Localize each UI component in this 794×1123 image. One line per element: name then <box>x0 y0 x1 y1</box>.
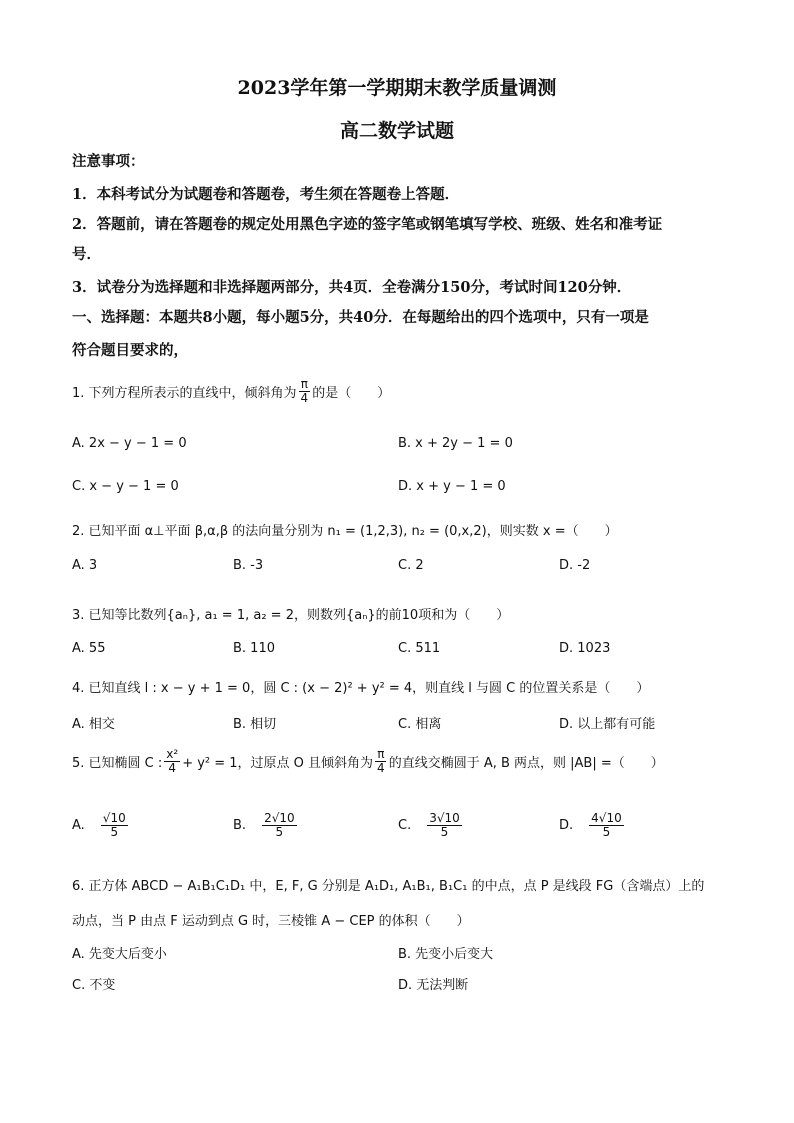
q4-option-b: B. 相切 <box>233 717 277 732</box>
q4-option-d: D. 以上都有可能 <box>559 717 656 732</box>
q5-ellipse-den: 4 <box>168 761 177 776</box>
q5-option-d-num: 4√10 <box>591 811 622 825</box>
q5-ellipse-num: x² <box>166 747 179 761</box>
q2-option-b: B. -3 <box>233 558 264 573</box>
q5-angle-den: 4 <box>377 761 385 776</box>
q5-option-c-num: 3√10 <box>429 811 460 825</box>
q2-option-d: D. -2 <box>559 558 591 573</box>
q3-option-d: D. 1023 <box>559 641 611 656</box>
q5-option-b-num: 2√10 <box>264 811 295 825</box>
q5-option-a-fraction <box>101 812 128 839</box>
note-2-line1: 2．答题前，请在答题卷的规定处用黑色字迹的签字笔或钢笔填写学校、班级、姓名和准考证 <box>72 216 663 233</box>
q1-frac-den: 4 <box>300 391 309 406</box>
q1-fraction <box>299 378 311 405</box>
section-1-line1: 一、选择题：本题共8小题，每小题5分，共40分．在每题给出的四个选项中，只有一项是 <box>72 309 649 326</box>
question-6-line2: 动点，当 P 由点 F 运动到点 G 时，三棱锥 A − CEP 的体积（ ） <box>72 914 470 929</box>
q1-text-pre: 1. 下列方程所表示的直线中，倾斜角为 <box>72 386 297 402</box>
question-6-line1: 6. 正方体 ABCD − A₁B₁C₁D₁ 中，E, F, G 分别是 A₁D₁, A₁B₁, B₁C₁ 的中点，点 P 是线段 FG（含端点）上的 <box>72 879 705 894</box>
q5-option-a-den: 5 <box>110 825 119 840</box>
q3-option-c: C. 511 <box>398 641 441 656</box>
q5-option-c-label: C. <box>398 818 412 834</box>
q4-option-a: A. 相交 <box>72 717 115 732</box>
q5-angle-fraction <box>375 748 387 775</box>
q2-option-a: A. 3 <box>72 558 98 573</box>
q5-option-d-label: D. <box>559 818 574 834</box>
q1-frac-num: π <box>300 377 308 391</box>
q5-option-a-num: √10 <box>102 811 126 825</box>
q5-option-a-label: A. <box>72 818 85 834</box>
q1-option-a: A. 2x − y − 1 = 0 <box>72 436 187 451</box>
q5-option-b-label: B. <box>233 818 247 834</box>
q5-option-c-den: 5 <box>440 825 449 840</box>
q5-option-a <box>72 812 130 839</box>
q6-option-c: C. 不变 <box>72 978 116 993</box>
q5-text-mid: + y² = 1，过原点 O 且倾斜角为 <box>182 756 374 772</box>
q2-option-c: C. 2 <box>398 558 424 573</box>
q1-option-b: B. x + 2y − 1 = 0 <box>398 436 513 451</box>
q1-option-d: D. x + y − 1 = 0 <box>398 479 506 494</box>
q5-option-c <box>398 812 464 839</box>
exam-title: 2023学年第一学期期末教学质量调测 <box>237 77 557 99</box>
q1-option-c: C. x − y − 1 = 0 <box>72 479 179 494</box>
q5-option-d-fraction <box>589 812 624 839</box>
question-5 <box>72 748 664 775</box>
note-2-line2: 号． <box>72 246 101 263</box>
q5-option-d <box>559 812 626 839</box>
q5-option-c-fraction <box>427 812 462 839</box>
q5-option-b <box>233 812 299 839</box>
section-1-line2: 符合题目要求的， <box>72 342 188 359</box>
q5-option-d-den: 5 <box>602 825 611 840</box>
note-1: 1．本科考试分为试题卷和答题卷，考生须在答题卷上答题． <box>72 186 460 203</box>
exam-subtitle: 高二数学试题 <box>339 120 454 142</box>
q5-text-post: 的直线交椭圆于 A, B 两点，则 |AB| =（ ） <box>388 756 664 772</box>
q5-text-pre: 5. 已知椭圆 C : <box>72 756 163 772</box>
q6-option-a: A. 先变大后变小 <box>72 947 167 962</box>
q5-option-b-fraction <box>262 812 297 839</box>
notes-heading: 注意事项： <box>72 153 145 170</box>
q5-ellipse-fraction <box>164 748 180 775</box>
note-3: 3．试卷分为选择题和非选择题两部分，共4页．全卷满分150分，考试时间120分钟． <box>72 279 632 296</box>
q6-option-b: B. 先变小后变大 <box>398 947 494 962</box>
question-3: 3. 已知等比数列{aₙ}, a₁ = 1, a₂ = 2，则数列{aₙ}的前10项和为（ ） <box>72 608 510 623</box>
q3-option-a: A. 55 <box>72 641 106 656</box>
q3-option-b: B. 110 <box>233 641 275 656</box>
q6-option-d: D. 无法判断 <box>398 978 469 993</box>
q1-text-post: 的是（ ） <box>312 386 391 402</box>
question-4: 4. 已知直线 l : x − y + 1 = 0，圆 C : (x − 2)² + y² = 4，则直线 l 与圆 C 的位置关系是（ ） <box>72 681 650 696</box>
question-1 <box>72 378 390 405</box>
q4-option-c: C. 相离 <box>398 717 442 732</box>
q5-option-b-den: 5 <box>275 825 284 840</box>
question-2: 2. 已知平面 α⊥平面 β,α,β 的法向量分别为 n₁ = (1,2,3), n₂ = (0,x,2)，则实数 x =（ ） <box>72 524 618 539</box>
q5-angle-num: π <box>377 747 385 761</box>
